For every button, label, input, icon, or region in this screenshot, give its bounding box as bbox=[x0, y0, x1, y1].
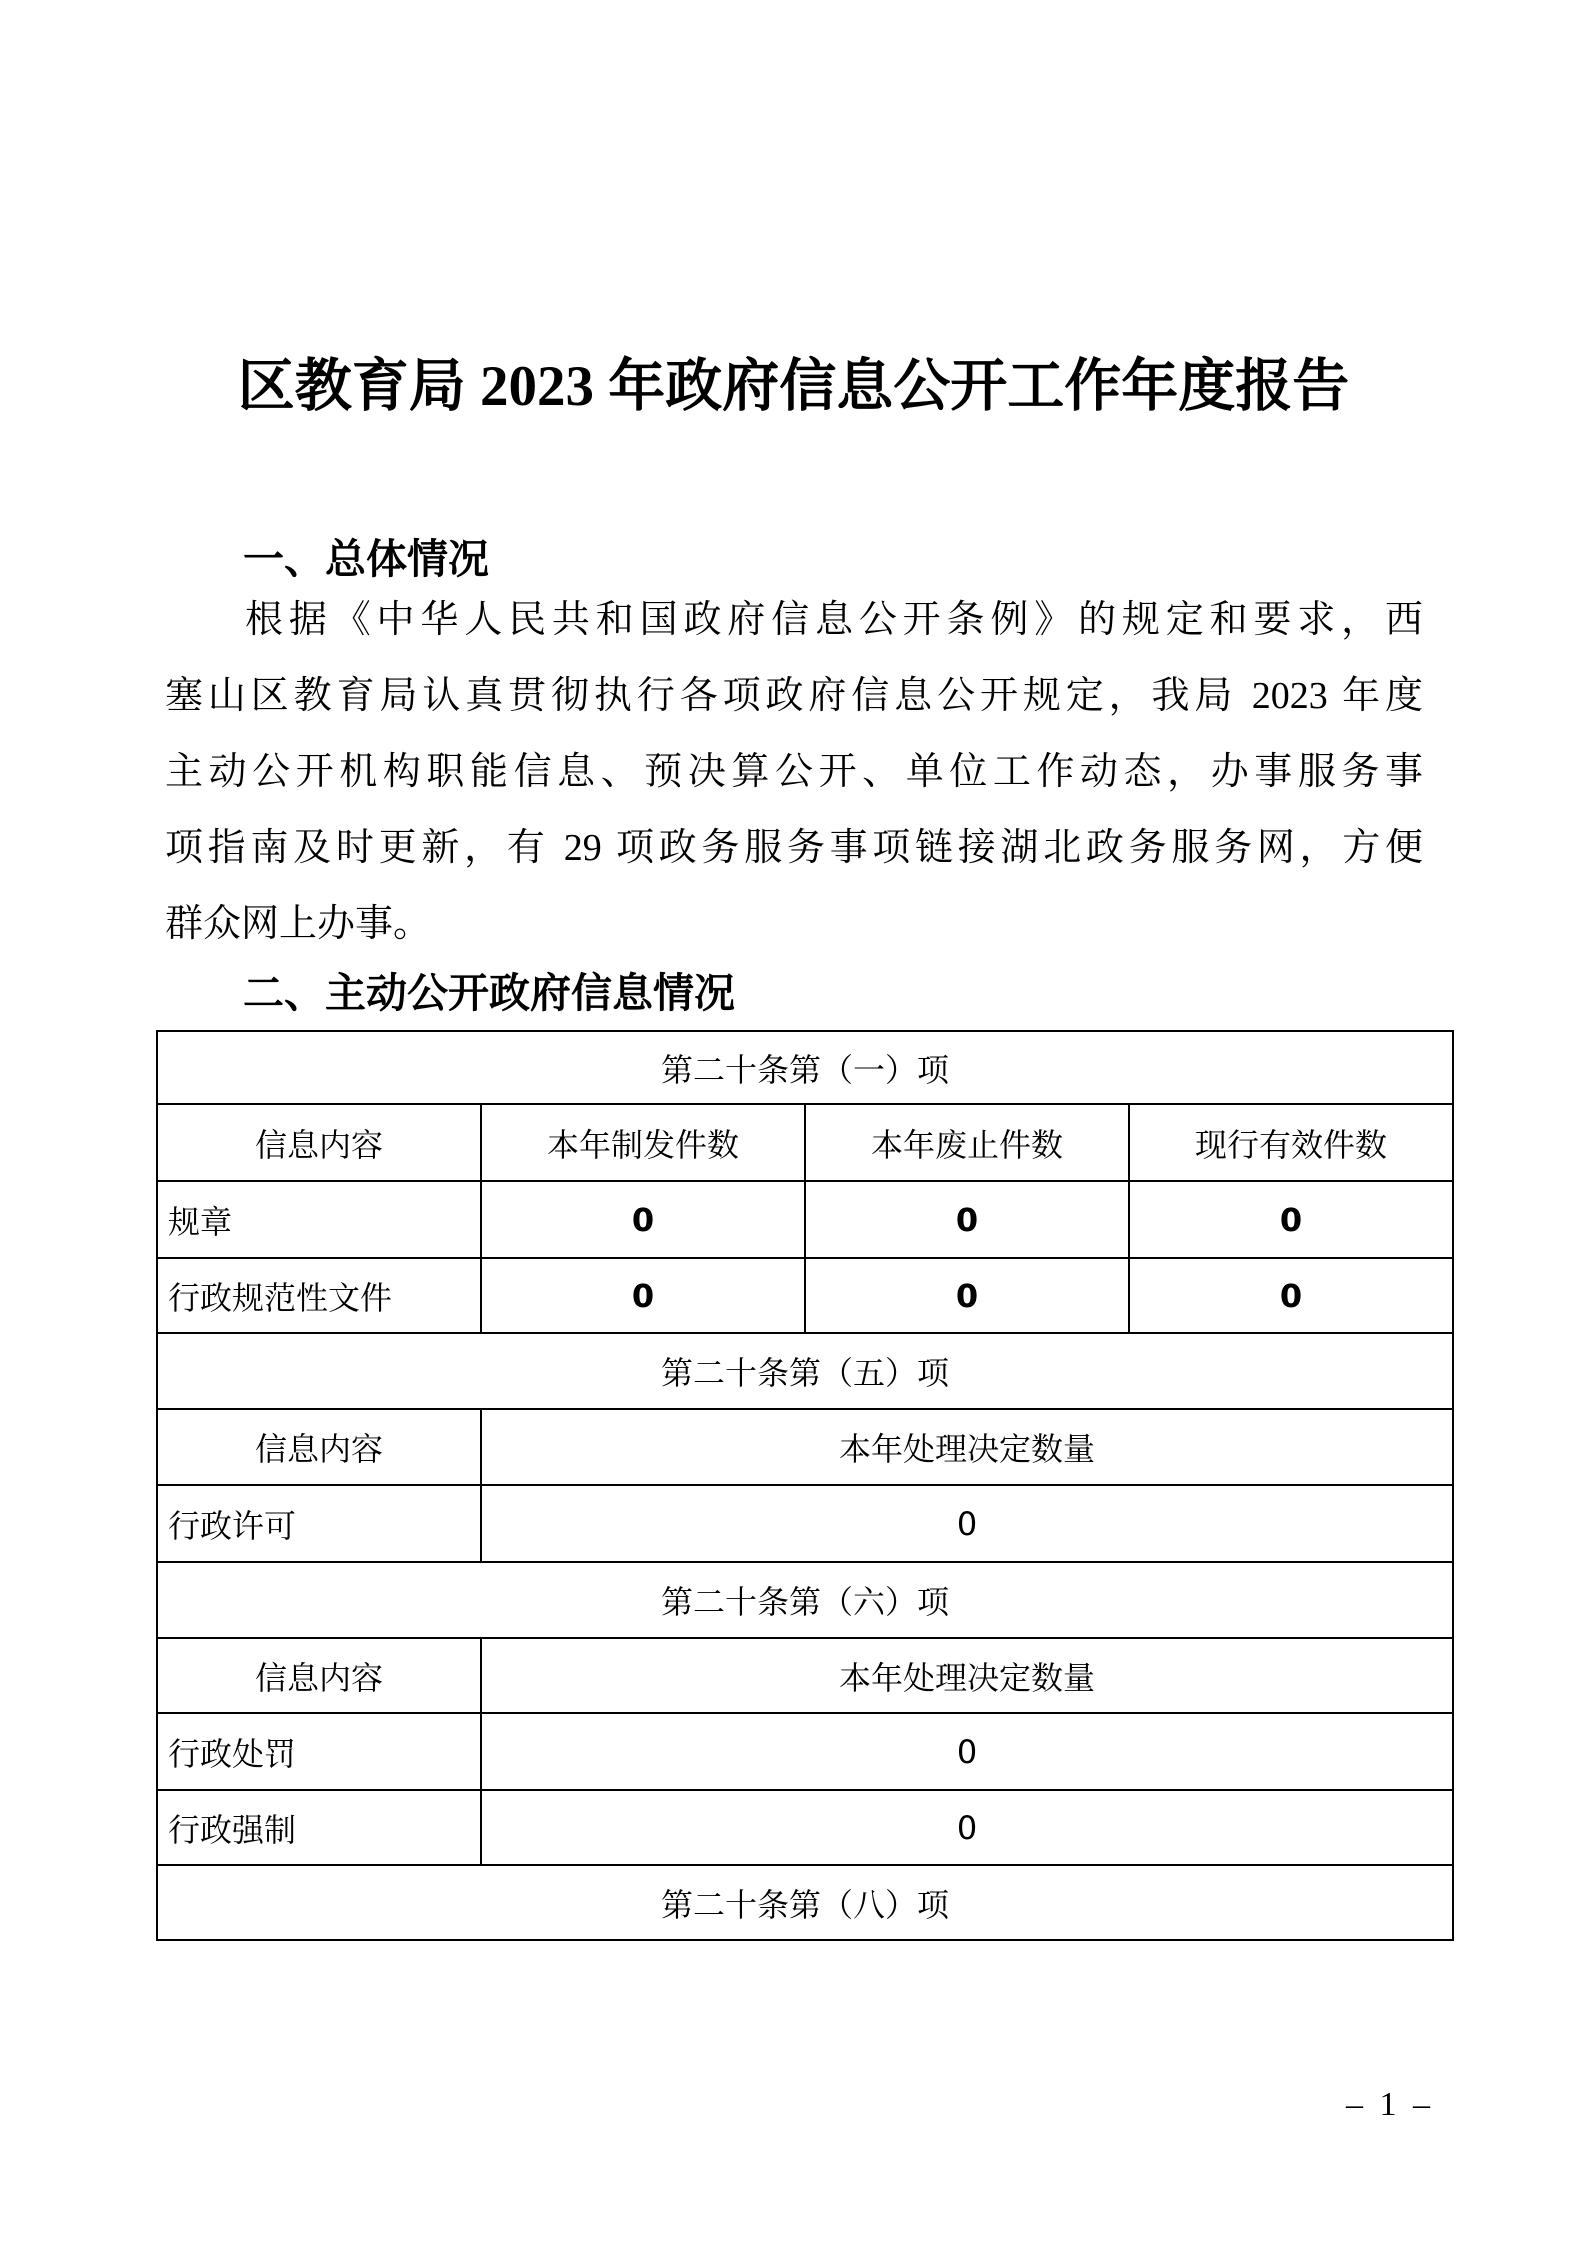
table-section-header: 第二十条第（六）项 bbox=[157, 1562, 1453, 1638]
table-row bbox=[157, 1638, 1453, 1713]
table-row bbox=[157, 1485, 1453, 1562]
cell-value: 0 bbox=[481, 1181, 805, 1258]
cell-value: 0 bbox=[805, 1258, 1129, 1333]
cell-value: 0 bbox=[481, 1713, 1453, 1790]
column-header: 信息内容 bbox=[157, 1104, 481, 1181]
table-row bbox=[157, 1713, 1453, 1790]
document-title: 区教育局 2023 年政府信息公开工作年度报告 bbox=[237, 355, 1350, 418]
row-label: 行政强制 bbox=[157, 1790, 481, 1865]
column-header: 本年制发件数 bbox=[481, 1104, 805, 1181]
table-section-header: 第二十条第（一）项 bbox=[157, 1031, 1453, 1104]
column-header: 本年处理决定数量 bbox=[481, 1409, 1453, 1485]
section-one-paragraph bbox=[165, 582, 1423, 962]
row-label: 规章 bbox=[157, 1181, 481, 1258]
column-header: 本年废止件数 bbox=[805, 1104, 1129, 1181]
table-row bbox=[157, 1181, 1453, 1258]
table-section-header: 第二十条第（八）项 bbox=[157, 1865, 1453, 1940]
paragraph-line: 主动公开机构职能信息、预决算公开、单位工作动态，办事服务事 bbox=[165, 751, 1423, 793]
cell-value: 0 bbox=[481, 1790, 1453, 1865]
paragraph-line: 群众网上办事。 bbox=[165, 903, 432, 945]
cell-value: 0 bbox=[1129, 1181, 1453, 1258]
table-row bbox=[157, 1790, 1453, 1865]
table-row bbox=[157, 1333, 1453, 1409]
table-row bbox=[157, 1104, 1453, 1181]
disclosure-table bbox=[156, 1030, 1454, 1941]
row-label: 行政许可 bbox=[157, 1485, 481, 1562]
page-number: – 1 – bbox=[1346, 2086, 1434, 2123]
cell-value: 0 bbox=[481, 1258, 805, 1333]
column-header: 现行有效件数 bbox=[1129, 1104, 1453, 1181]
table-row bbox=[157, 1258, 1453, 1333]
table-row bbox=[157, 1865, 1453, 1940]
column-header: 信息内容 bbox=[157, 1638, 481, 1713]
table-row bbox=[157, 1562, 1453, 1638]
column-header: 本年处理决定数量 bbox=[481, 1638, 1453, 1713]
paragraph-line: 根据《中华人民共和国政府信息公开条例》的规定和要求，西 bbox=[245, 599, 1423, 641]
table-section-header: 第二十条第（五）项 bbox=[157, 1333, 1453, 1409]
cell-value: 0 bbox=[1129, 1258, 1453, 1333]
section-two-heading: 二、主动公开政府信息情况 bbox=[243, 970, 735, 1016]
row-label: 行政处罚 bbox=[157, 1713, 481, 1790]
column-header: 信息内容 bbox=[157, 1409, 481, 1485]
row-label: 行政规范性文件 bbox=[157, 1258, 481, 1333]
cell-value: 0 bbox=[481, 1485, 1453, 1562]
cell-value: 0 bbox=[805, 1181, 1129, 1258]
paragraph-line: 塞山区教育局认真贯彻执行各项政府信息公开规定，我局 2023 年度 bbox=[165, 675, 1423, 717]
table-row bbox=[157, 1409, 1453, 1485]
section-one-heading: 一、总体情况 bbox=[243, 536, 489, 582]
table-row bbox=[157, 1031, 1453, 1104]
paragraph-line: 项指南及时更新，有 29 项政务服务事项链接湖北政务服务网，方便 bbox=[165, 827, 1423, 869]
